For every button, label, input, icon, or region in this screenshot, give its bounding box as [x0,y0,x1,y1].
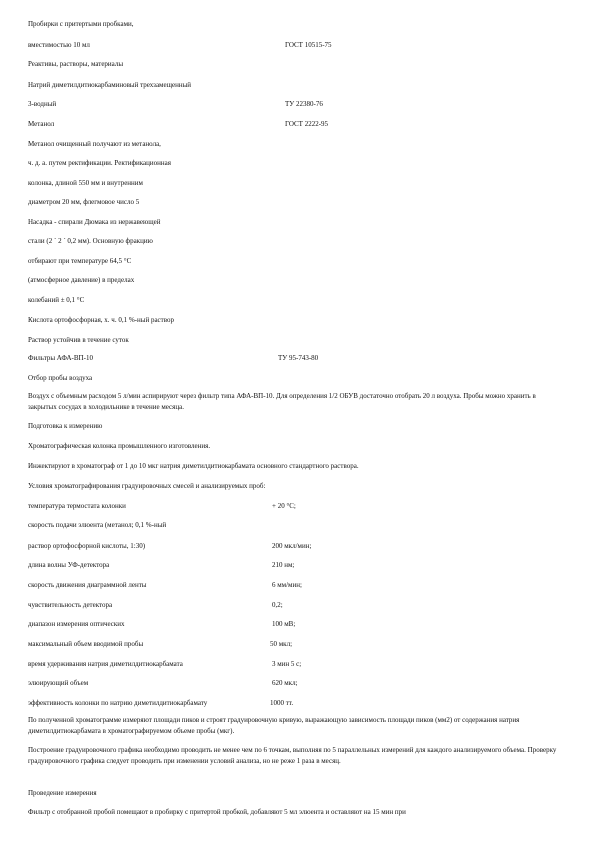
text-line: Хроматографическая колонка промышленного изготовления. [28,442,211,450]
text-line: колебаний ± 0,1 °С [28,296,85,304]
condition-label: температура термостата колонки [28,502,126,510]
condition-value: 100 мВ; [272,620,296,628]
condition-value: 210 нм; [272,561,295,569]
condition-value: 200 мкл/мин; [272,542,312,550]
text-line: Пробирки с притертыми пробками, [28,20,134,28]
text-line: Кислота ортофосфорная, х. ч. 0,1 %-ный раствор [28,316,174,324]
text-line: Фильтры АФА-ВП-10 [28,354,93,362]
standard-ref: ТУ 95-743-80 [278,354,319,362]
paragraph: По полученной хроматограмме измеряют площади пиков и строят градуировочную кривую, выражающую зависимость площади пиков (мм2) от содержания натрия диметилдитиокарбамата в хроматографируемом объеме пробы (мкг). [28,716,520,735]
condition-label: длина волны УФ-детектора [28,561,110,569]
standard-ref: ГОСТ 2222-95 [285,120,329,128]
text-line: стали (2 ´ 2 ´ 0,2 мм). Основную фракцию [28,237,153,245]
section-heading: Отбор пробы воздуха [28,374,93,382]
condition-label: скорость подачи элюента (метанол; 0,1 %-ный [28,521,167,529]
text-line: диаметром 20 мм, флегмовое число 5 [28,198,140,206]
text-line: Метанол [28,120,55,128]
paragraph: Воздух с объемным расходом 5 л/мин аспирируют через фильтр типа АФА-ВП-10. Для определения 1/2 ОБУВ достаточно отобрать 20 л воздуха. Пробы можно хранить в закрытых сосудах в холодильнике в течение месяца. [28,392,536,411]
condition-label: эффективность колонки по натрию диметилдитиокарбамату [28,699,208,707]
condition-value: + 20 °С; [272,502,296,510]
standard-ref: ТУ 22380-76 [285,100,323,108]
condition-label: элюирующий объем [28,679,89,687]
condition-label: чувствительность детектора [28,601,113,609]
text-line: Метанол очищенный получают из метанола, [28,140,161,148]
condition-value: 1000 тт. [270,699,294,707]
text-line: ч. д. а. путем ректификации. Ректификационная [28,159,171,167]
condition-value: 0,2; [272,601,283,609]
paragraph: Построение градуировочного графика необходимо проводить не менее чем по 6 точкам, выполняя по 5 параллельных измерений для каждого анализируемого объема. Проверку градуировочного графика следует проводить при изменении условий анализа, но не реже 1 раза в месяц. [28,746,557,765]
condition-label: максимальный объем вводимой пробы [28,640,144,648]
condition-value: 50 мкл; [270,640,293,648]
section-heading: Реактивы, растворы, материалы [28,60,124,68]
condition-label: раствор ортофосфорной кислоты, 1:30) [28,542,146,550]
condition-label: время удерживания натрия диметилдитиокарбамата [28,660,183,668]
text-line: вместимостью 10 мл [28,41,90,49]
text-line: (атмосферное давление) в пределах [28,276,135,284]
text-line: Раствор устойчив в течение суток [28,336,129,344]
text-line: колонка, длиной 550 мм и внутренним [28,179,143,187]
condition-value: 6 мм/мин; [272,581,302,589]
text-line: Насадка - спирали Дюмака из нержавеющей [28,218,161,226]
section-heading: Подготовка к измерению [28,422,103,430]
condition-label: диапазон измерения оптических [28,620,125,628]
text-line: отбирают при температуре 64,5 °С [28,257,132,265]
condition-value: 620 мкл; [272,679,298,687]
condition-value: 3 мин 5 с; [272,660,302,668]
condition-label: скорость движения диаграммной ленты [28,581,147,589]
text-line: Натрий диметилдитиокарбаминовый трехзамещенный [28,81,192,89]
standard-ref: ГОСТ 10515-75 [285,41,332,49]
section-heading: Проведение измерения [28,789,97,797]
text-line: Условия хроматографирования градуировочных смесей и анализируемых проб: [28,482,266,490]
text-line: Инжектируют в хроматограф от 1 до 10 мкг натрия диметилдитиокарбамата основного стандартного раствора. [28,462,359,470]
text-line: 3-водный [28,100,57,108]
text-line: Фильтр с отобранной пробой помещают в пробирку с притертой пробкой, добавляют 5 мл элюента и оставляют на 15 мин при [28,808,406,816]
